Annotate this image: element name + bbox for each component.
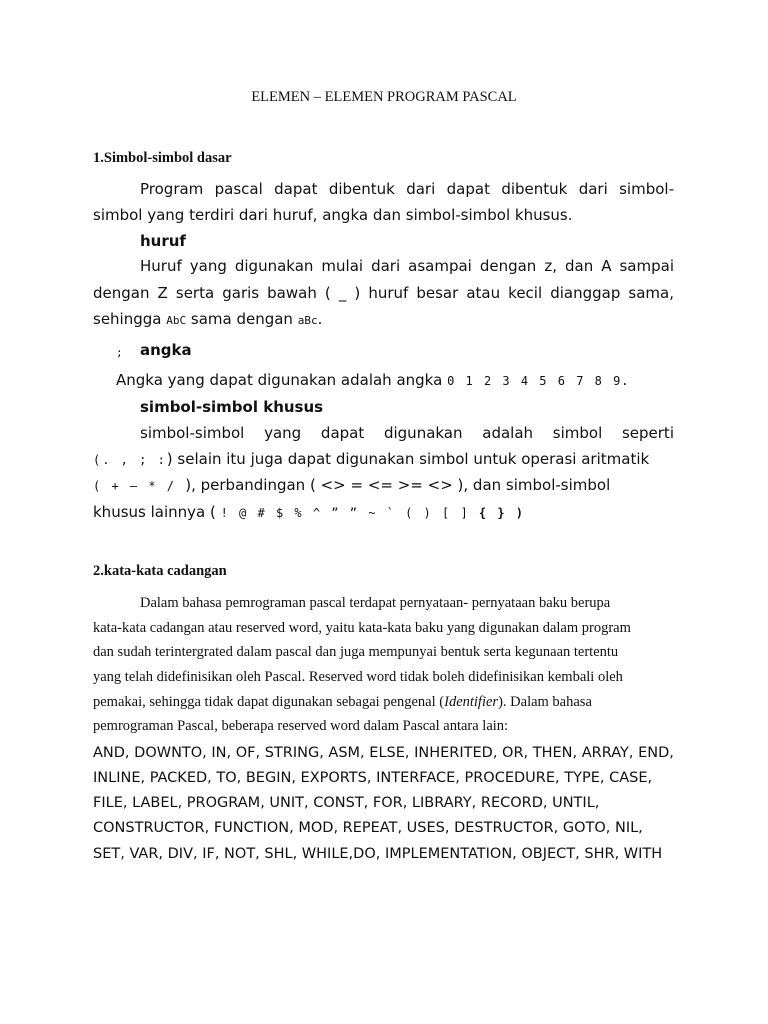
simbol-special-list: ! @ # $ % ^ ” ” ~ ` ( ) [ ] (220, 506, 470, 520)
section-2-heading: 2.kata-kata cadangan (93, 563, 227, 579)
huruf-line-3-prefix: sehingga (93, 310, 167, 328)
section-1-intro-line-1: Program pascal dapat dibentuk dari dapat dibentuk dari simbol- (140, 180, 674, 198)
simbol-arithmetic-list: ( + – * / (93, 479, 186, 493)
simbol-khusus-line-4-prefix: khusus lainnya ( (93, 503, 221, 521)
huruf-heading: huruf (140, 232, 186, 250)
angka-line (116, 371, 627, 389)
section-1-heading: 1.Simbol-simbol dasar (93, 150, 232, 166)
huruf-example-1: AbC (166, 314, 187, 327)
simbol-khusus-heading: simbol-simbol khusus (140, 398, 324, 416)
huruf-line-1: Huruf yang digunakan mulai dari asampai dengan z, dan A sampai (140, 257, 674, 275)
simbol-khusus-line-2-text: ) selain itu juga dapat digunakan simbol untuk operasi aritmatik (166, 450, 650, 468)
huruf-line-3-middle: sama dengan (186, 310, 298, 328)
section-2-para-line-5-suffix: ). Dalam bahasa (498, 694, 592, 710)
section-1-intro-line-2: simbol yang terdiri dari huruf, angka dan simbol-simbol khusus. (93, 206, 573, 224)
simbol-khusus-line-3-text: ), perbandingan ( <> = <= >= <> ), dan simbol-simbol (185, 476, 611, 494)
simbol-braces: { } ) (469, 506, 526, 520)
angka-line-prefix: Angka yang dapat digunakan adalah angka (116, 371, 448, 389)
page-title: ELEMEN – ELEMEN PROGRAM PASCAL (251, 89, 517, 105)
reserved-words-line-2: INLINE, PACKED, TO, BEGIN, EXPORTS, INTERFACE, PROCEDURE, TYPE, CASE, (93, 770, 653, 786)
angka-bullet-icon: ; (116, 346, 123, 359)
reserved-words-line-4: CONSTRUCTOR, FUNCTION, MOD, REPEAT, USES, DESTRUCTOR, GOTO, NIL, (93, 820, 643, 836)
simbol-khusus-line-1: simbol-simbol yang dapat digunakan adalah simbol seperti (140, 424, 674, 442)
huruf-line-3 (93, 310, 322, 328)
huruf-line-3-end: . (317, 310, 323, 328)
section-2-para-line-5-prefix: pemakai, sehingga tidak dapat digunakan sebagai pengenal ( (93, 694, 445, 710)
simbol-khusus-line-2 (93, 450, 649, 468)
section-2-para-line-4: yang telah didefinisikan oleh Pascal. Reserved word tidak boleh didefinisikan kembali oleh (93, 669, 623, 685)
section-2-para-line-2: kata-kata cadangan atau reserved word, yaitu kata-kata baku yang digunakan dalam program (93, 620, 631, 636)
section-2-para-line-6: pemrograman Pascal, beberapa reserved word dalam Pascal antara lain: (93, 718, 509, 734)
angka-digits: 0 1 2 3 4 5 6 7 8 9 (447, 374, 623, 388)
reserved-words-line-1: AND, DOWNTO, IN, OF, STRING, ASM, ELSE, INHERITED, OR, THEN, ARRAY, END, (93, 745, 674, 761)
section-2-para-line-3: dan sudah terintergrated dalam pascal dan juga mempunyai bentuk serta kegunaan tertentu (93, 644, 619, 660)
section-2-para-line-5 (93, 694, 592, 711)
angka-line-end: . (622, 371, 628, 389)
identifier-term: Identifier (444, 694, 499, 710)
section-2-para-line-1: Dalam bahasa pemrograman pascal terdapat pernyataan- pernyataan baku berupa (140, 595, 611, 611)
angka-heading: angka (140, 341, 192, 359)
reserved-words-line-3: FILE, LABEL, PROGRAM, UNIT, CONST, FOR, LIBRARY, RECORD, UNTIL, (93, 795, 600, 811)
simbol-khusus-line-3 (93, 476, 610, 494)
huruf-line-2: dengan Z serta garis bawah ( _ ) huruf besar atau kecil dianggap sama, (93, 284, 674, 302)
reserved-words-line-5: SET, VAR, DIV, IF, NOT, SHL, WHILE,DO, IMPLEMENTATION, OBJECT, SHR, WITH (93, 846, 663, 862)
huruf-example-2: aBc (297, 314, 318, 327)
simbol-khusus-line-4 (93, 503, 525, 521)
simbol-punctuation-list: (. , ; : (93, 453, 167, 467)
